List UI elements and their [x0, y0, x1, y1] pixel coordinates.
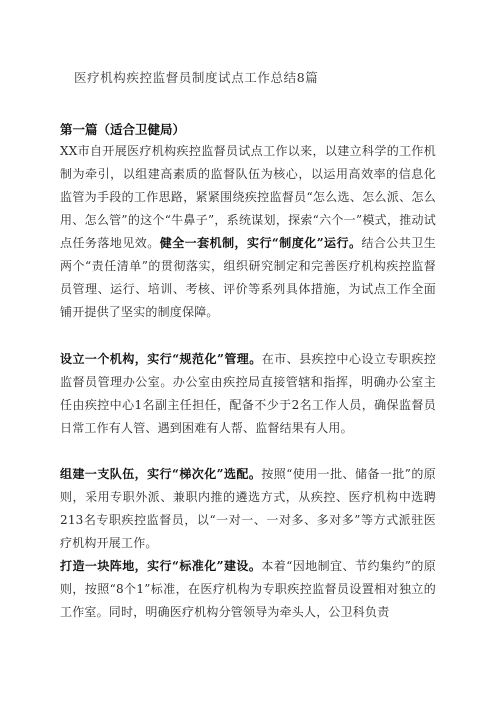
- paragraph-1-text: XX市自开展医疗机构疾控监督员试点工作以来，以建立科学的工作机制为牵引，以组建高素质的监督队伍为核心，以运用高效率的信息化监管为手段的工作思路，紧紧围绕疾控监督员“怎么选、怎么派、怎么用、怎么管”的这个“牛鼻子”，系统谋划，探索“六个一”模式，推动试点任务落地见效。: [60, 144, 436, 250]
- section-heading: 第一篇（适合卫健局）: [60, 122, 186, 137]
- paragraph-1: [60, 140, 436, 324]
- paragraph-4-lead: 打造一块阵地，实行“标准化”建设。: [60, 559, 262, 573]
- paragraph-2-text: 在市、县疾控中心设立专职疾控监督员管理办公室。办公室由疾控局直接管辖和指挥，明确办公室主任由疾控中心1名副主任担任，配备不少于2名工作人员，确保监督员日常工作有人管、遇到困难有人帮、监督结果有人用。: [60, 352, 436, 435]
- paragraph-3-lead: 组建一支队伍，实行“梯次化”选配。: [60, 467, 262, 481]
- paragraph-4: [60, 555, 436, 624]
- paragraph-1-text-continued: 结合公共卫生两个“责任清单”的贯彻落实，组织研究制定和完善医疗机构疾控监督员管理、运行、培训、考核、评价等系列具体措施，为试点工作全面铺开提供了坚实的制度保障。: [60, 236, 436, 319]
- paragraph-3: [60, 463, 436, 555]
- paragraph-3-text: 按照“使用一批、储备一批”的原则，采用专职外派、兼职内推的遴选方式，从疾控、医疗机构中选聘213名专职疾控监督员，以“一对一、一对多、多对多”等方式派驻医疗机构开展工作。: [60, 467, 436, 550]
- paragraph-4-text: 本着“因地制宜、节约集约”的原则，按照“8个1”标准，在医疗机构为专职疾控监督员设置相对独立的工作室。同时，明确医疗机构分管领导为牵头人，公卫科负责: [60, 559, 436, 619]
- paragraph-2-lead: 设立一个机构，实行“规范化”管理。: [60, 352, 262, 366]
- paragraph-2: [60, 348, 436, 440]
- document-title: 医疗机构疾控监督员制度试点工作总结8篇: [74, 70, 319, 85]
- paragraph-1-lead: 健全一套机制，实行“制度化”运行。: [159, 236, 362, 250]
